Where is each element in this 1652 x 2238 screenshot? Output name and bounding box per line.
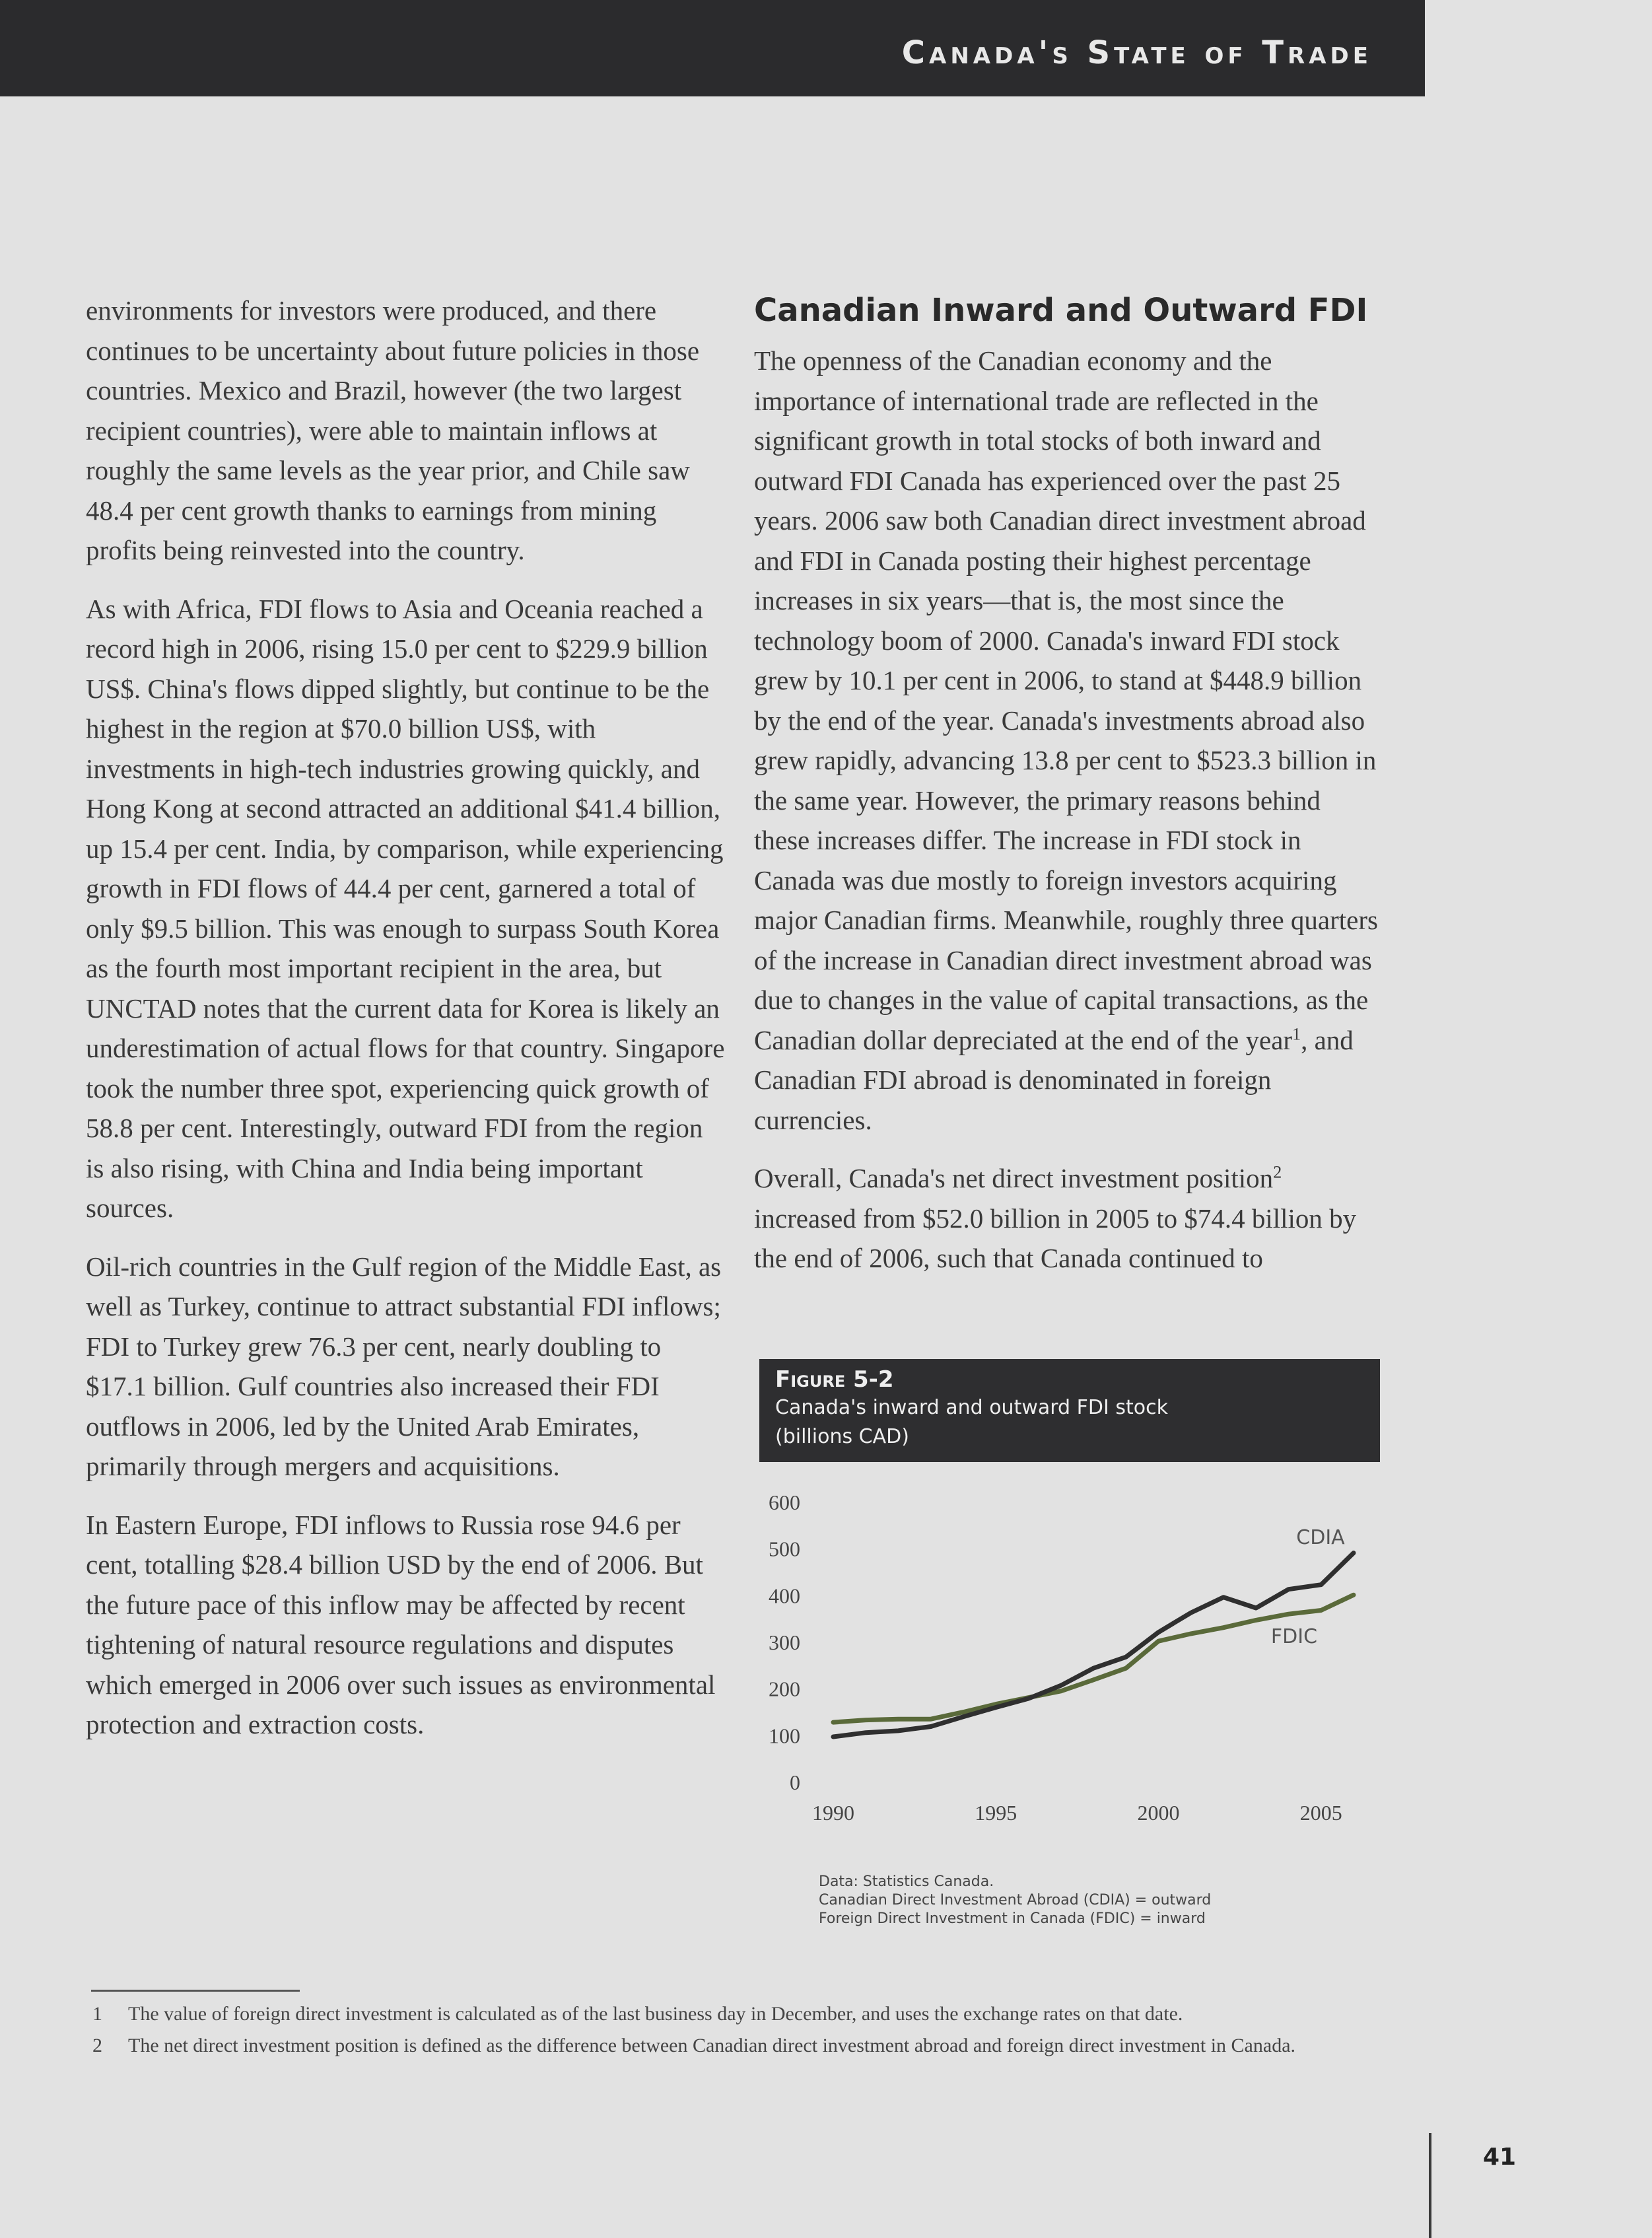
body-text: Overall, Canada's net direct investment position — [754, 1163, 1274, 1193]
footnote — [92, 2033, 1387, 2059]
y-tick-label: 100 — [769, 1724, 800, 1748]
footnote-text: The net direct investment position is defined as the difference between Canadian direct investment abroad and foreign direct investment in Canada. — [128, 2035, 1296, 2056]
y-tick-label: 300 — [769, 1630, 800, 1654]
y-tick-label: 400 — [769, 1584, 800, 1608]
right-column — [754, 291, 1381, 1297]
footnote-ref: 1 — [1292, 1024, 1301, 1043]
body-paragraph: In Eastern Europe, FDI inflows to Russia rose 94.6 per cent, totalling $28.4 billion USD by the end of 2006. But the future pace of this inflow may be affected by recent tightening of natural resource regulations and disputes which emerged in 2006 over such issues as environmental protection and extraction costs. — [86, 1509, 716, 1739]
body-paragraph — [754, 1158, 1381, 1278]
section-heading: Canadian Inward and Outward FDI — [754, 292, 1368, 329]
body-text: , and Canadian FDI abroad is denominated in foreign currencies. — [754, 1024, 1354, 1135]
x-tick-label: 1995 — [975, 1801, 1017, 1825]
figure-source-note: Data: Statistics Canada. — [819, 1873, 994, 1890]
footnote-text: The value of foreign direct investment is calculated as of the last business day in December, and uses the exchange rates on that date. — [128, 2003, 1183, 2025]
header-bar — [0, 0, 1425, 96]
y-tick-label: 600 — [769, 1490, 800, 1514]
body-paragraph: Oil-rich countries in the Gulf region of the Middle East, as well as Turkey, continue to attract substantial FDI inflows; FDI to Turkey grew 76.3 per cent, nearly doubling to $17.1 billion. Gulf countries also increased their FDI outflows in 2006, led by the United Arab Emirates, primarily through mergers and acquisitions. — [86, 1251, 722, 1481]
x-tick-label: 2000 — [1137, 1801, 1180, 1825]
figure-header — [759, 1359, 1380, 1462]
body-text: The openness of the Canadian economy and the importance of international trade are reflected in the significant growth in total stocks of both inward and outward FDI Canada has experienced over the past 25 years. 2006 saw both Canadian direct investment abroad and FDI in Canada posting their highest percentage increases in six years—that is, the most since the technology boom of 2000. Canada's inward FDI stock grew by 10.1 per cent in 2006, to stand at $448.9 billion by the end of the year. Canada's investments abroad also grew rapidly, advancing 13.8 per cent to $523.3 billion in the same year. However, the primary reasons behind these increases differ. The increase in FDI stock in Canada was due mostly to foreign investors acquiring major Canadian firms. Meanwhile, roughly three quarters of the increase in Canadian direct investment abroad was due to changes in the value of capital transactions, as the Canadian dollar depreciated at the end of the year — [754, 345, 1378, 1055]
figure-unit: (billions CAD) — [775, 1425, 909, 1448]
x-tick-label: 2005 — [1299, 1801, 1342, 1825]
page-number: 41 — [1483, 2144, 1517, 2171]
body-paragraph: environments for investors were produced, and there continues to be uncertainty about future policies in those countries. Mexico and Brazil, however (the two largest recipient countries), were able to maintain inflows at roughly the same levels as the year prior, and Chile saw 48.4 per cent growth thanks to earnings from mining profits being reinvested into the country. — [86, 295, 700, 565]
figure-title: Canada's inward and outward FDI stock — [775, 1396, 1168, 1419]
series-line-fdic — [833, 1595, 1354, 1722]
figure-label: Figure 5-2 — [775, 1366, 894, 1393]
running-header-title: Canada's State of Trade — [901, 34, 1372, 71]
footnote-number: 1 — [92, 2003, 102, 2025]
left-column — [86, 291, 726, 1763]
figure-legend-note: Canadian Direct Investment Abroad (CDIA) = outward — [819, 1892, 1212, 1908]
figure-legend-note: Foreign Direct Investment in Canada (FDIC) = inward — [819, 1910, 1206, 1927]
body-text: increased from $52.0 billion in 2005 to $74.4 billion by the end of 2006, such that Canada continued to — [754, 1203, 1357, 1273]
footnote-ref: 2 — [1273, 1162, 1282, 1182]
page-number-rule — [1429, 2133, 1431, 2238]
y-tick-label: 500 — [769, 1537, 800, 1561]
footnotes — [92, 2001, 1387, 2064]
footnote — [92, 2001, 1387, 2027]
x-tick-label: 1990 — [812, 1801, 854, 1825]
series-label-fdic: FDIC — [1270, 1625, 1318, 1648]
fdi-line-chart — [759, 1473, 1393, 1829]
y-tick-label: 0 — [790, 1770, 800, 1794]
y-tick-label: 200 — [769, 1677, 800, 1701]
series-label-cdia: CDIA — [1296, 1526, 1345, 1549]
body-paragraph: As with Africa, FDI flows to Asia and Oceania reached a record high in 2006, rising 15.0 per cent to $229.9 billion US$. China's flows dipped slightly, but continue to be the highest in the region at $70.0 billion US$, with investments in high-tech industries growing quickly, and Hong Kong at second attracted an additional $41.4 billion, up 15.4 per cent. India, by comparison, while experiencing growth in FDI flows of 44.4 per cent, garnered a total of only $9.5 billion. This was enough to surpass South Korea as the fourth most important recipient in the area, but UNCTAD notes that the current data for Korea is likely an underestimation of actual flows for that country. Singapore took the number three spot, experiencing quick growth of 58.8 per cent. Interestingly, outward FDI from the region is also rising, with China and India being important sources. — [86, 593, 725, 1223]
footnote-divider — [91, 1990, 300, 1992]
footnote-number: 2 — [92, 2035, 102, 2056]
figure-notes — [819, 1873, 1413, 1928]
body-paragraph — [754, 341, 1381, 1140]
